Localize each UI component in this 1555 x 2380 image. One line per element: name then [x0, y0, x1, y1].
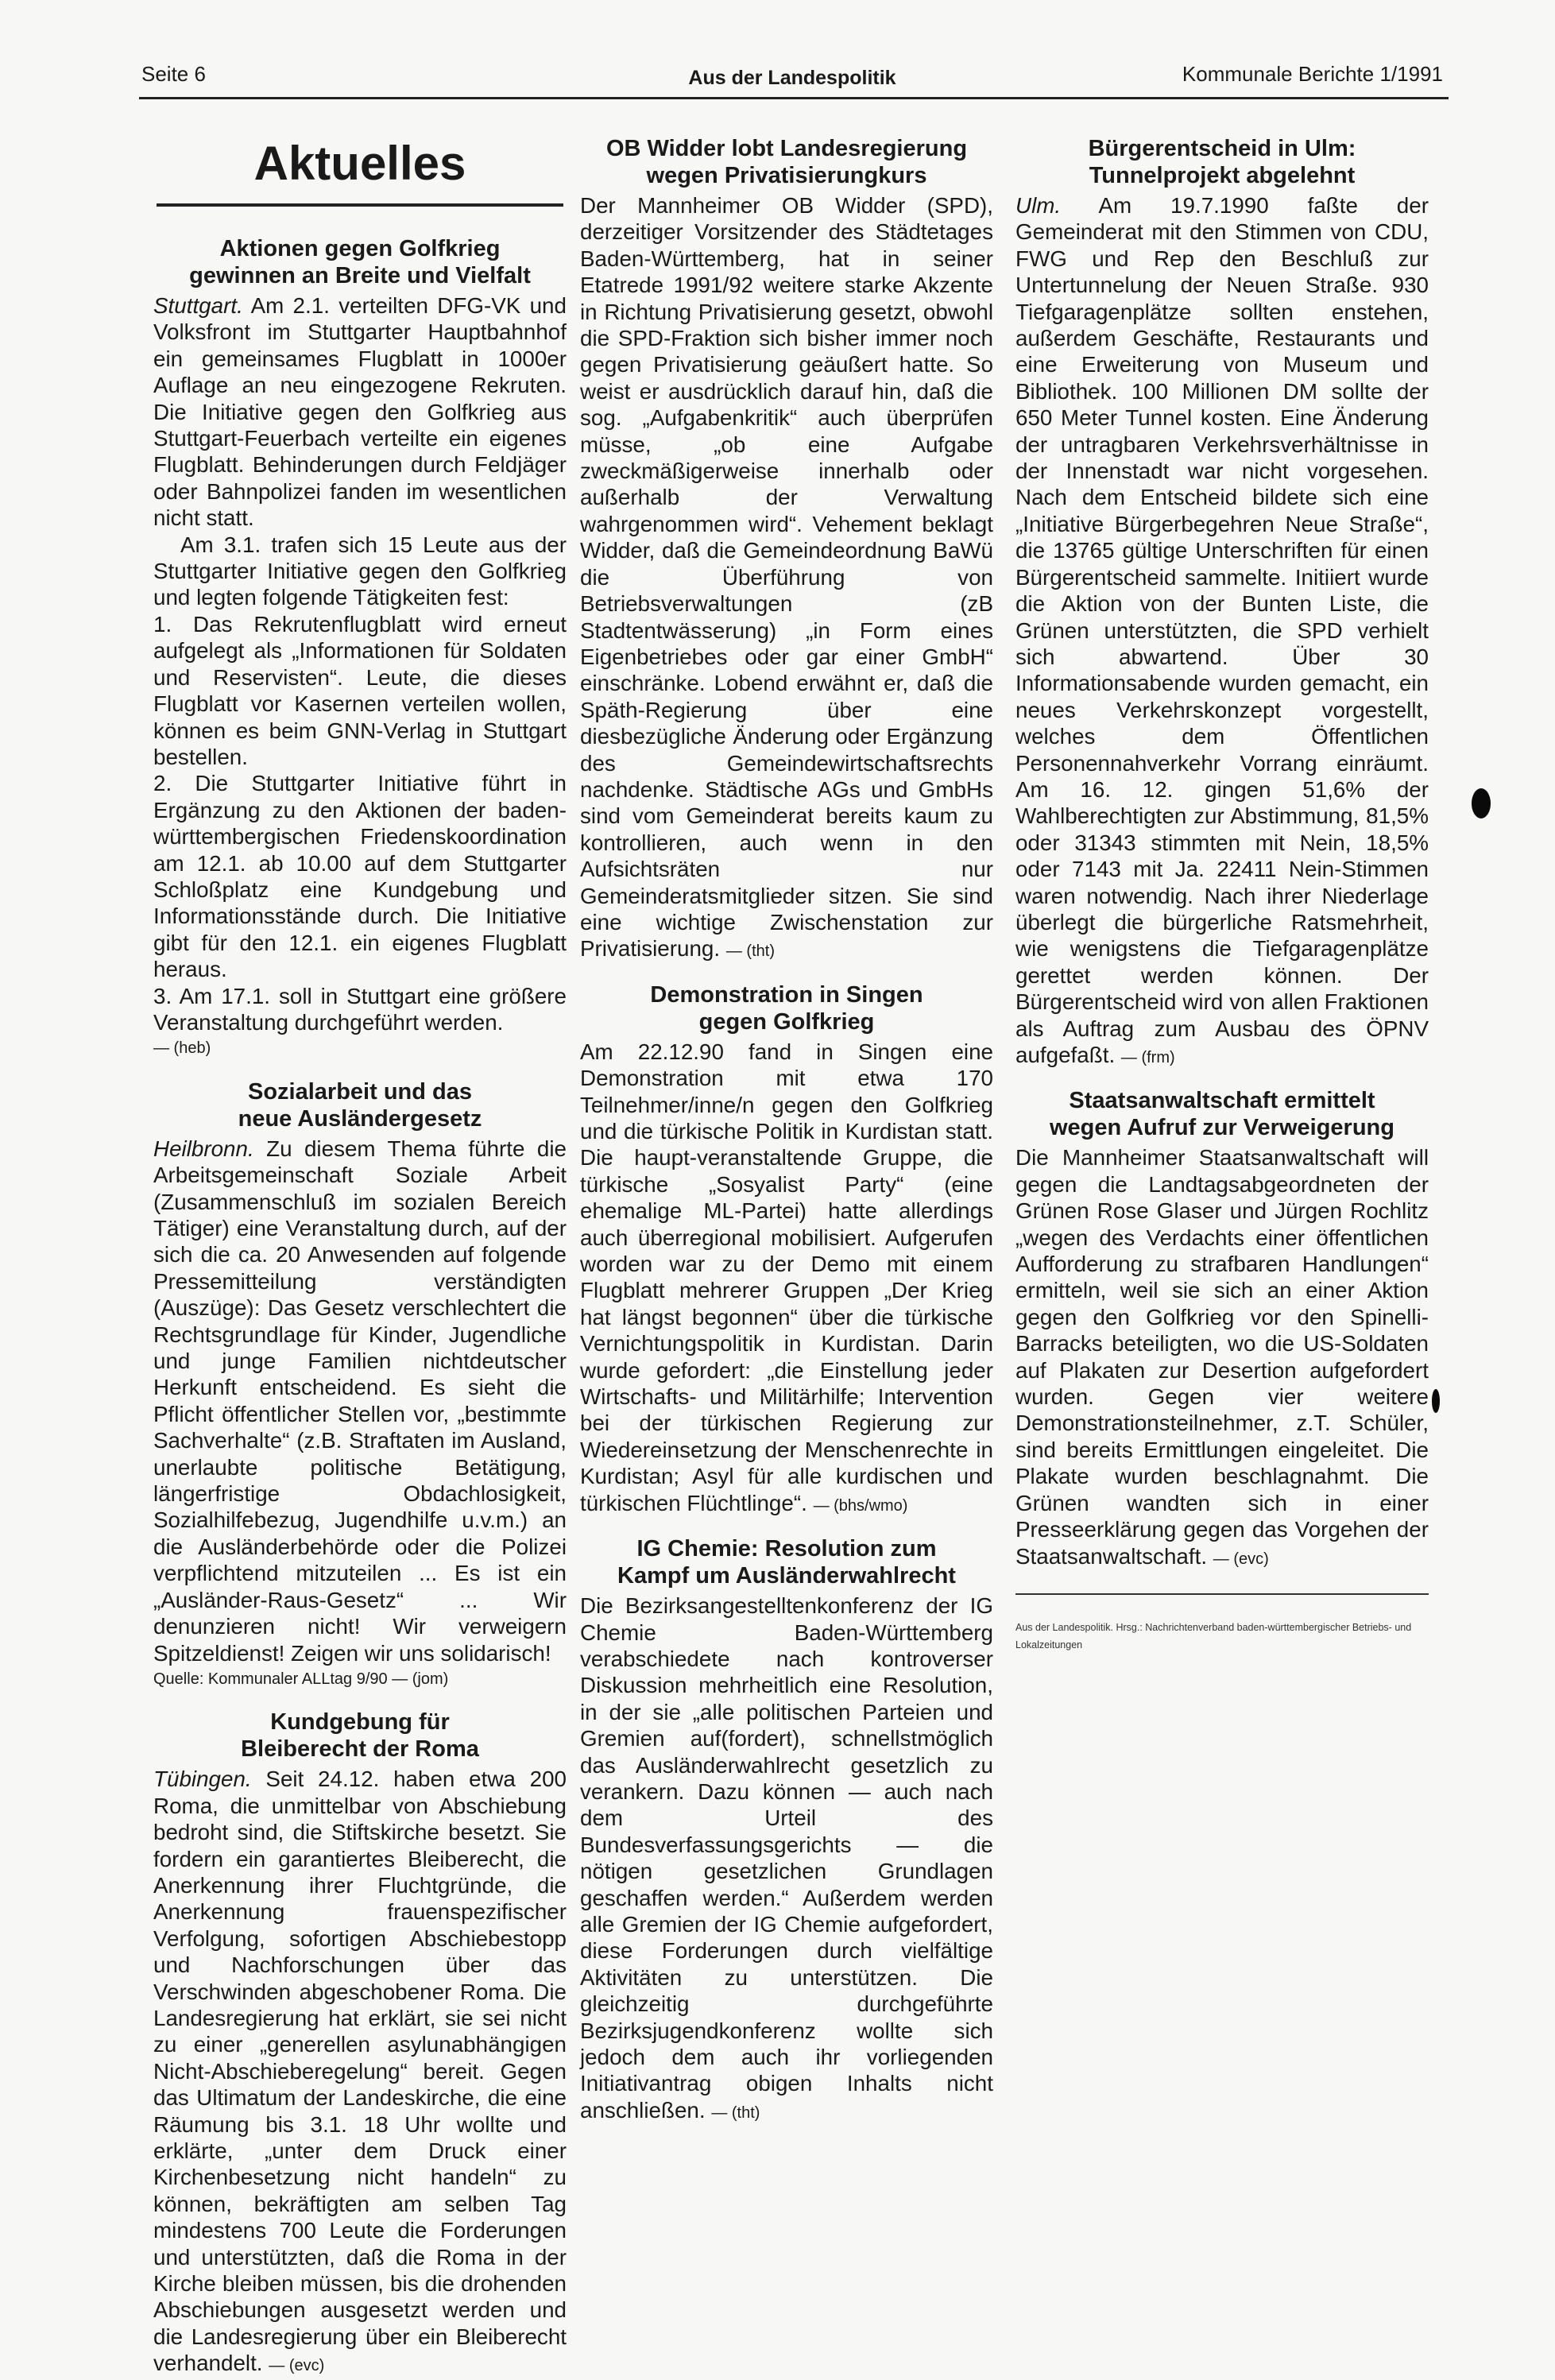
source-credit: Quelle: Kommunaler ALLtag 9/90 — (jom) [153, 1670, 449, 1688]
dateline: Heilbronn. [153, 1136, 254, 1161]
article-widder [580, 135, 993, 966]
article-title-line-2: gegen Golfkrieg [698, 1008, 875, 1035]
article-title-line-1: OB Widder lobt Landesregierung [605, 136, 968, 161]
article-title-line-1: Sozialarbeit und das [248, 1078, 472, 1105]
source-credit: — (tht) [725, 942, 775, 961]
article-title-line-2: wegen Privatisierungkurs [646, 163, 927, 188]
article-sozialarbeit [153, 1078, 567, 1693]
article-title [153, 235, 567, 289]
article-title [580, 1535, 993, 1589]
article-golfkrieg [153, 235, 567, 1062]
article-title [153, 1709, 567, 1763]
article-paragraph: 3. Am 17.1. soll in Stuttgart eine größere Veranstaltung durchgeführt werden. [153, 983, 567, 1035]
column-1 [153, 135, 567, 2380]
paragraph-text: Seit 24.12. haben etwa 200 Roma, die unmittelbar von Abschiebung bedroht sind, die Stiftskirche besetzt. Sie fordern ein garantiertes Bleiberecht, die Anerkennung ihrer Fluchtgründe, die Anerkennung frauenspezifischer Verfolgung, sofortigen Abschiebestopp und Nachforschungen über das Verschwinden abgeschobener Roma. Die Landesregierung hat erklärt, sie sei nicht zu einer „generellen asylunabhängigen Nicht-Abschieberegelung“ bereit. Gegen das Ultimatum der Landeskirche, die eine Räumung bis 3.1. 18 Uhr wollte und erklärte, „unter dem Druck einer Kirchenbesetzung nicht handeln“ zu können, bekräftigten am selben Tag mindestens 700 Leute die Forderungen und unterstützten, daß die Roma in der Kirche bleiben müssen, bis die drohenden Abschiebungen ausgesetzt werden und die Landesregierung über ein Bleiberecht verhandelt. [153, 1767, 567, 2376]
source-credit: — (evc) [269, 2357, 325, 2375]
article-paragraph [1015, 1144, 1429, 1573]
main-title: Aktuelles [253, 137, 466, 190]
article-title-line-1: Aktionen gegen Golfkrieg [219, 236, 501, 261]
article-paragraph [580, 1039, 993, 1519]
article-title-line-2: Tunnelprojekt abgelehnt [1089, 163, 1356, 188]
article-title-line-1: Staatsanwaltschaft ermittelt [1069, 1088, 1375, 1114]
article-title [580, 135, 993, 189]
article-paragraph [153, 292, 567, 532]
paragraph-text: Der Mannheimer OB Widder (SPD), derzeitiger Vorsitzender des Städtetages Baden-Württemberg, hat in seiner Etatrede 1991/92 weitere starke Akzente in Richtung Privatisierung gesetzt, obwohl die SPD-Fraktion sich bisher immer noch gegen Privatisierung geäußert hatte. So weist er ausdrücklich darauf hin, daß die sog. „Aufgabenkritik“ auch überprüfen müsse, „ob eine Aufgabe zweckmäßigerweise innerhalb oder außerhalb der Verwaltung wahrgenommen wird“. Vehement beklagt Widder, daß die Gemeindeordnung BaWü die Überführung von Betriebsverwaltungen (zB Stadtentwässerung) „in Form eines Eigenbetriebes oder gar einer GmbH“ einschränke. Lobend erwähnt er, daß die Späth-Regierung über eine diesbezügliche Änderung oder Ergänzung des Gemeindewirtschaftsrechts nachdenke. Städtische AGs und GmbHs sind vom Gemeinderat bereits kaum zu kontrollieren, auch wenn in den Aufsichtsräten nur Gemeinderatsmitglieder sitzen. Sie sind eine wichtige Zwischenstation zur Privatisierung. [580, 193, 993, 962]
article-title [1015, 135, 1429, 189]
paragraph-text: Zu diesem Thema führte die Arbeitsgemeinschaft Soziale Arbeit (Zusammenschluß im sozialen Bereich Tätiger) eine Veranstaltung durch, auf der sich die ca. 20 Anwesenden auf folgende Pressemitteilung verständigten (Auszüge): Das Gesetz verschlechtert die Rechtsgrundlage für Kinder, Jugendliche und junge Familien nichtdeutscher Herkunft entscheidend. Es sieht die Pflicht öffentlicher Stellen vor, „bestimmte Sachverhalte“ (z.B. Straftaten im Ausland, unerlaubte politische Betätigung, längerfristige Obdachlosigkeit, Sozialhilfebezug, Jugendhilfe u.v.m.) an die Ausländerbehörde oder die Polizei verpflichtend mitzuteilen ... Es ist ein „Ausländer-Raus-Gesetz“ ... Wir denunzieren nicht! Wir verweigern Spitzeldienst! Zeigen wir uns solidarisch! [153, 1136, 567, 1666]
paragraph-text: Die Mannheimer Staatsanwaltschaft will gegen die Landtagsabgeordneten der Grünen Rose Glaser und Jürgen Rochlitz „wegen des Verdachts einer öffentlichen Aufforderung zu strafbaren Handlungen“ ermitteln, weil sie sich an einer Aktion gegen den Golfkrieg vor den Spinelli-Barracks beteiligten, wo die US-Soldaten auf Plakaten zur Desertion aufgefordert wurden. Gegen vier weitere Demonstrationsteilnehmer, z.T. Schüler, sind bereits Ermittlungen eingeleitet. Die Plakate wurden beschlagnahmt. Die Grünen wandten sich in einer Presseerklärung gegen das Vorgehen der Staatsanwaltschaft. [1015, 1145, 1429, 1569]
article-paragraph: 1. Das Rekrutenflugblatt wird erneut aufgelegt als „Informationen für Soldaten und Reservisten“. Leute, die dieses Flugblatt vor Kasernen verteilen wollen, können es beim GNN-Verlag in Stuttgart bestellen. [153, 611, 567, 769]
article-singen [580, 981, 993, 1519]
column-2 [580, 135, 993, 2127]
article-title-line-2: gewinnen an Breite und Vielfalt [189, 263, 531, 288]
column-3 [1015, 135, 1429, 1654]
article-title-line-1: Bürgerentscheid in Ulm: [1088, 136, 1356, 161]
article-paragraph [153, 1766, 567, 2379]
article-title-line-1: Kundgebung für [270, 1709, 450, 1736]
article-staatsanwalt [1015, 1087, 1429, 1573]
paragraph-text: Am 19.7.1990 faßte der Gemeinderat mit den Stimmen von CDU, FWG und Rep den Beschluß zur Untertunnelung der Neuen Straße. 930 Tiefgaragenplätze sollten enstehen, außerdem Geschäfte, Restaurants und eine Erweiterung von Museum und Bibliothek. 100 Millionen DM sollte der 650 Meter Tunnel kosten. Eine Änderung der untragbaren Verkehrsverhältnisse in der Innenstadt war nicht vorgesehen. Nach dem Entscheid bildete sich eine „Initiative Bürgerbegehren Neue Straße“, die 13765 gültige Unterschriften für einen Bürgerentscheid sammelte. Initiiert wurde die Aktion von der Bunten Liste, die Grünen unterstützten, die SPD verhielt sich abwartend. Über 30 Informationsabende wurden gemacht, ein neues Verkehrskonzept vorgestellt, welches dem Öffentlichen Personennahverkehr Vorrang einräumt. Am 16. 12. gingen 51,6% der Wahlberechtigten zur Abstimmung, 81,5% oder 31343 stimmten mit Nein, 18,5% oder 7143 mit Ja. 22411 Nein-Stimmen waren notwendig. Nach ihrer Niederlage überlegt die bürgerliche Ratsmehrheit, wie wenigstens die Tiefgaragenplätze gerettet werden können. Der Bürgerentscheid wird von allen Fraktionen als Auftrag zum Ausbau des ÖPNV aufgefaßt. [1015, 193, 1429, 1067]
source-credit: — (bhs/wmo) [813, 1496, 908, 1515]
article-paragraph [153, 1136, 567, 1666]
source-credit: — (frm) [1120, 1049, 1175, 1066]
source-credit: — (tht) [711, 2103, 760, 2122]
article-title-line-1: Demonstration in Singen [650, 981, 923, 1008]
article-title [580, 981, 993, 1035]
article-paragraph: 2. Die Stuttgarter Initiative führt in Ergänzung zu den Aktionen der baden-württembergischen Friedenskoordination am 12.1. ab 10.00 auf dem Stuttgarter Schloßplatz eine Kundgebung und Informationsstände durch. Die Initiative gibt für den 12.1. ein eigenes Flugblatt heraus. [153, 771, 567, 982]
article-title-line-2: wegen Aufruf zur Verweigerung [1050, 1115, 1394, 1141]
paragraph-text: Am 22.12.90 fand in Singen eine Demonstration mit etwa 170 Teilnehmer/inne/n gegen den Golfkrieg und die türkische Politik in Kurdistan statt. Die haupt-veranstaltende Gruppe, die türkische „Sosyalist Party“ (eine ehemalige ML-Partei) hatte allerdings auch überregional mobilisiert. Aufgerufen worden war zu der Demo mit einem Flugblatt mehrerer Gruppen „Der Krieg hat längst begonnen“ über die türkische Vernichtungspolitik in Kurdistan. Darin wurde gefordert: „die Einstellung jeder Wirtschafts- und Militärhilfe; Intervention bei der türkischen Regierung zur Wiedereinsetzung der Menschenrechte in Kurdistan; Asyl für alle kurdischen und türkischen Flüchtlinge“. [580, 1039, 993, 1515]
footer-rule [1015, 1593, 1429, 1595]
article-roma-part1 [153, 1709, 567, 2379]
article-title [153, 1078, 567, 1132]
article-title-line-2: neue Ausländergesetz [238, 1105, 482, 1132]
punch-hole [1432, 1389, 1440, 1413]
article-title-line-2: Kampf um Ausländerwahlrecht [617, 1563, 956, 1589]
source-credit: — (heb) [153, 1039, 211, 1058]
punch-hole [1472, 788, 1491, 818]
article-paragraph [1015, 192, 1429, 1071]
article-igchemie [580, 1535, 993, 2127]
article-title-line-2: Bleiberecht der Roma [241, 1736, 479, 1763]
article-paragraph [580, 192, 993, 966]
dateline: Tübingen. [153, 1767, 252, 1792]
section-title: Aus der Landespolitik [688, 67, 896, 89]
issue-label: Kommunale Berichte 1/1991 [1182, 62, 1443, 86]
paragraph-text: Am 2.1. verteilten DFG-VK und Volksfront im Stuttgarter Hauptbahnhof ein gemeinsames Flugblatt in 1000er Auflage an neu eingezogene Rekruten. Die Initiative gegen den Golfkrieg aus Stuttgart-Feuerbach verteilte ein eigenes Flugblatt. Behinderungen durch Feldjäger oder Bahnpolizei fanden im wesentlichen nicht statt. [153, 293, 567, 531]
article-paragraph: Am 3.1. trafen sich 15 Leute aus der Stuttgarter Initiative gegen den Golfkrieg und legten folgende Tätigkeiten fest: [153, 532, 567, 610]
article-title [1015, 1087, 1429, 1141]
dateline: Stuttgart. [153, 293, 243, 318]
article-ulm [1015, 135, 1429, 1071]
title-rule [157, 203, 563, 207]
article-title-line-1: IG Chemie: Resolution zum [636, 1536, 937, 1562]
footnote: Aus der Landespolitik. Hrsg.: Nachrichtenverband baden-württembergischer Betriebs- und Lokalzeitungen [1015, 1621, 1412, 1651]
paragraph-text: Die Bezirksangestelltenkonferenz der IG Chemie Baden-Württemberg verabschiedete nach kontroverser Diskussion mehrheitlich eine Resolution, in der sie „alle politischen Parteien und Gremien auf(fordert), schnellstmöglich das Ausländerwahlrecht gesetzlich zu verankern. Dazu können — auch nach dem Urteil des Bundesverfassungsgerichts — die nötigen gesetzlichen Grundlagen geschaffen werden.“ Außerdem werden alle Gremien der IG Chemie aufgefordert, diese Forderungen durch vielfältige Aktivitäten zu unterstützen. Die gleichzeitig durchgeführte Bezirksjugendkonferenz wollte sich jedoch dem auch ihr vorliegenden Initiativantrag obigen Inhalts nicht anschließen. [580, 1593, 993, 2123]
source-credit: — (evc) [1213, 1550, 1269, 1568]
header-rule [139, 97, 1449, 99]
dateline: Ulm. [1015, 193, 1062, 218]
page-number: Seite 6 [141, 62, 206, 86]
article-paragraph [580, 1592, 993, 2127]
page-header [141, 62, 1443, 95]
